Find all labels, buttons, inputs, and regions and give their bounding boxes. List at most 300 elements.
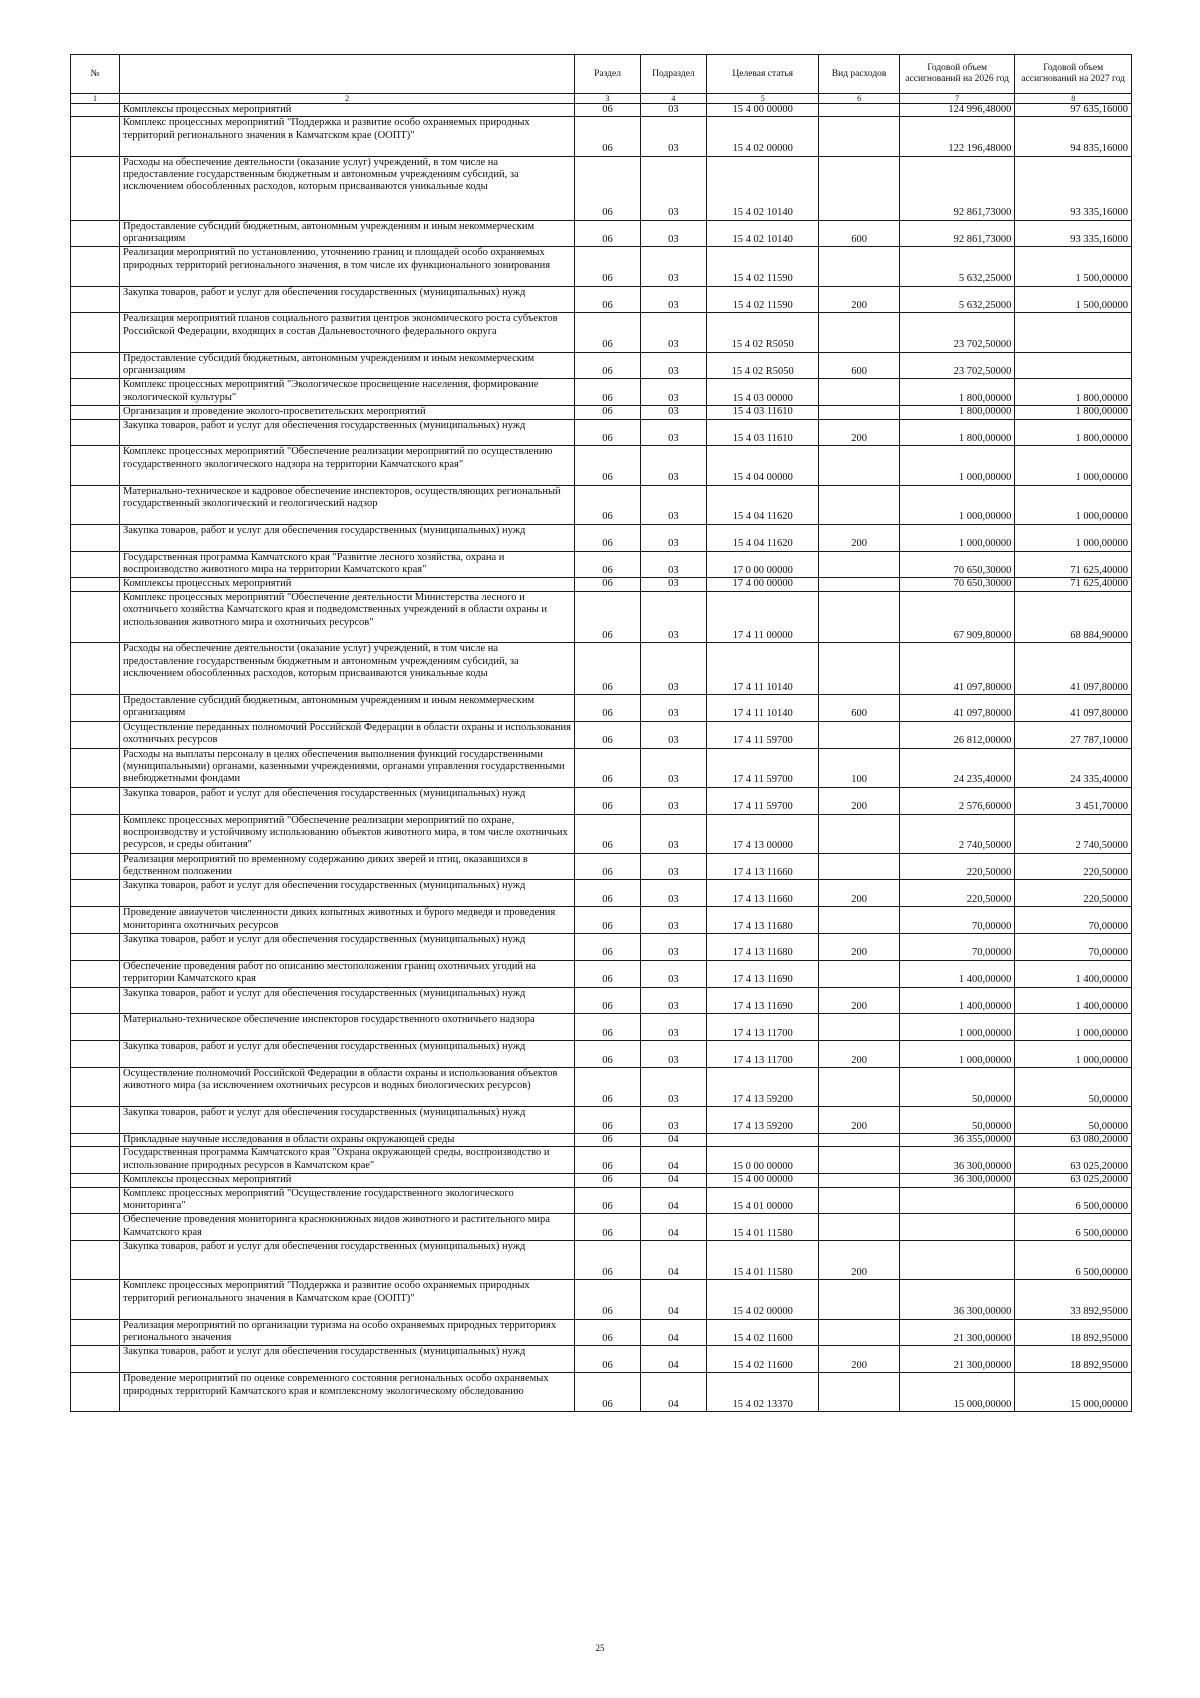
volume-2026-cell: 124 996,48000 xyxy=(899,104,1014,117)
table-row xyxy=(71,748,1132,787)
row-number-cell xyxy=(71,1373,120,1412)
header-volume-2027: Годовой объем ассигнований на 2027 год xyxy=(1015,55,1132,94)
expense-kind-cell: 200 xyxy=(819,419,900,446)
podrazdel-cell: 03 xyxy=(640,406,706,419)
row-number-cell xyxy=(71,1187,120,1214)
podrazdel-cell: 03 xyxy=(640,934,706,961)
target-article-cell: 17 4 13 59200 xyxy=(707,1068,819,1107)
table-row xyxy=(71,578,1132,591)
table-row xyxy=(71,446,1132,485)
razdel-cell: 06 xyxy=(575,1319,640,1346)
table-row xyxy=(71,643,1132,695)
expense-name-cell: Комплекс процессных мероприятий "Поддержка и развитие особо охраняемых природных территорий регионального значения в Камчатском крае (ООПТ)" xyxy=(120,1280,575,1319)
podrazdel-cell: 03 xyxy=(640,907,706,934)
table-row xyxy=(71,286,1132,313)
target-article-cell: 15 4 02 10140 xyxy=(707,156,819,220)
row-number-cell xyxy=(71,1319,120,1346)
razdel-cell: 06 xyxy=(575,1346,640,1373)
volume-2027-cell: 24 335,40000 xyxy=(1015,748,1132,787)
razdel-cell: 06 xyxy=(575,987,640,1014)
expense-name-cell: Комплексы процессных мероприятий xyxy=(120,578,575,591)
table-row xyxy=(71,406,1132,419)
volume-2027-cell: 18 892,95000 xyxy=(1015,1319,1132,1346)
volume-2027-cell: 1 400,00000 xyxy=(1015,987,1132,1014)
expense-name-cell: Расходы на обеспечение деятельности (оказание услуг) учреждений, в том числе на предоставление государственным бюджетным и автономным учреждениям субсидий, за исключением обособленных расходов, которым присваиваются уникальные коды xyxy=(120,156,575,220)
volume-2026-cell: 1 800,00000 xyxy=(899,406,1014,419)
expense-kind-cell xyxy=(819,853,900,880)
podrazdel-cell: 03 xyxy=(640,104,706,117)
volume-2027-cell: 41 097,80000 xyxy=(1015,694,1132,721)
row-number-cell xyxy=(71,1014,120,1041)
budget-table xyxy=(70,54,1132,1412)
podrazdel-cell: 03 xyxy=(640,721,706,748)
razdel-cell: 06 xyxy=(575,787,640,814)
razdel-cell: 06 xyxy=(575,104,640,117)
razdel-cell: 06 xyxy=(575,934,640,961)
razdel-cell: 06 xyxy=(575,1041,640,1068)
volume-2026-cell: 41 097,80000 xyxy=(899,643,1014,695)
volume-2027-cell: 63 025,20000 xyxy=(1015,1174,1132,1187)
razdel-cell: 06 xyxy=(575,156,640,220)
podrazdel-cell: 03 xyxy=(640,352,706,379)
razdel-cell: 06 xyxy=(575,853,640,880)
row-number-cell xyxy=(71,220,120,247)
expense-name-cell: Закупка товаров, работ и услуг для обеспечения государственных (муниципальных) нужд xyxy=(120,1041,575,1068)
volume-2027-cell: 1 800,00000 xyxy=(1015,379,1132,406)
column-number: 5 xyxy=(707,94,819,104)
podrazdel-cell: 03 xyxy=(640,117,706,156)
volume-2026-cell: 21 300,00000 xyxy=(899,1319,1014,1346)
expense-kind-cell: 200 xyxy=(819,286,900,313)
volume-2027-cell: 70,00000 xyxy=(1015,907,1132,934)
table-row xyxy=(71,591,1132,643)
column-number: 1 xyxy=(71,94,120,104)
volume-2027-cell: 1 000,00000 xyxy=(1015,1041,1132,1068)
expense-name-cell: Материально-техническое обеспечение инспекторов государственного охотничьего надзора xyxy=(120,1014,575,1041)
target-article-cell: 17 4 13 59200 xyxy=(707,1107,819,1134)
expense-kind-cell xyxy=(819,1147,900,1174)
razdel-cell: 06 xyxy=(575,1134,640,1147)
volume-2027-cell: 50,00000 xyxy=(1015,1068,1132,1107)
volume-2026-cell: 92 861,73000 xyxy=(899,156,1014,220)
table-row xyxy=(71,853,1132,880)
volume-2027-cell: 27 787,10000 xyxy=(1015,721,1132,748)
row-number-cell xyxy=(71,1107,120,1134)
volume-2027-cell: 1 500,00000 xyxy=(1015,286,1132,313)
razdel-cell: 06 xyxy=(575,1241,640,1280)
table-row xyxy=(71,220,1132,247)
target-article-cell: 17 4 13 00000 xyxy=(707,814,819,853)
razdel-cell: 06 xyxy=(575,721,640,748)
budget-table-sheet xyxy=(70,54,1132,1412)
row-number-cell xyxy=(71,1068,120,1107)
column-number: 2 xyxy=(120,94,575,104)
volume-2027-cell: 97 635,16000 xyxy=(1015,104,1132,117)
volume-2026-cell: 1 800,00000 xyxy=(899,419,1014,446)
volume-2026-cell: 2 740,50000 xyxy=(899,814,1014,853)
expense-name-cell: Расходы на выплаты персоналу в целях обеспечения выполнения функций государственными (муниципальными) органами, казенными учреждениями, органами управления государственными внебюджетными фондами xyxy=(120,748,575,787)
volume-2026-cell: 23 702,50000 xyxy=(899,313,1014,352)
table-row xyxy=(71,1280,1132,1319)
volume-2027-cell: 6 500,00000 xyxy=(1015,1214,1132,1241)
row-number-cell xyxy=(71,1041,120,1068)
row-number-cell xyxy=(71,379,120,406)
table-row xyxy=(71,117,1132,156)
table-row xyxy=(71,379,1132,406)
expense-kind-cell xyxy=(819,960,900,987)
razdel-cell: 06 xyxy=(575,1147,640,1174)
table-header-row xyxy=(71,55,1132,94)
volume-2026-cell: 70 650,30000 xyxy=(899,551,1014,578)
expense-kind-cell xyxy=(819,721,900,748)
target-article-cell: 15 4 02 R5050 xyxy=(707,313,819,352)
target-article-cell: 15 4 04 11620 xyxy=(707,524,819,551)
expense-name-cell: Комплекс процессных мероприятий "Поддержка и развитие особо охраняемых природных территорий регионального значения в Камчатском крае (ООПТ)" xyxy=(120,117,575,156)
expense-name-cell: Проведение авиаучетов численности диких копытных животных и бурого медведя и проведения мониторинга охотничьих ресурсов xyxy=(120,907,575,934)
table-row xyxy=(71,1041,1132,1068)
page-number: 25 xyxy=(595,1643,605,1653)
target-article-cell: 17 4 13 11690 xyxy=(707,960,819,987)
podrazdel-cell: 03 xyxy=(640,1041,706,1068)
podrazdel-cell: 04 xyxy=(640,1147,706,1174)
volume-2027-cell: 70,00000 xyxy=(1015,934,1132,961)
table-row xyxy=(71,313,1132,352)
expense-name-cell: Осуществление полномочий Российской Федерации в области охраны и использования объектов животного мира (за исключением охотничьих ресурсов и водных биологических ресурсов) xyxy=(120,1068,575,1107)
table-row xyxy=(71,1373,1132,1412)
target-article-cell: 17 0 00 00000 xyxy=(707,551,819,578)
target-article-cell: 17 4 13 11660 xyxy=(707,880,819,907)
expense-kind-cell xyxy=(819,379,900,406)
podrazdel-cell: 03 xyxy=(640,446,706,485)
row-number-cell xyxy=(71,117,120,156)
volume-2027-cell: 41 097,80000 xyxy=(1015,643,1132,695)
table-row xyxy=(71,551,1132,578)
razdel-cell: 06 xyxy=(575,1068,640,1107)
razdel-cell: 06 xyxy=(575,1107,640,1134)
podrazdel-cell: 03 xyxy=(640,379,706,406)
row-number-cell xyxy=(71,1280,120,1319)
razdel-cell: 06 xyxy=(575,446,640,485)
expense-name-cell: Реализация мероприятий по организации туризма на особо охраняемых природных территориях регионального значения xyxy=(120,1319,575,1346)
target-article-cell: 17 4 13 11690 xyxy=(707,987,819,1014)
row-number-cell xyxy=(71,156,120,220)
row-number-cell xyxy=(71,643,120,695)
expense-kind-cell xyxy=(819,578,900,591)
volume-2027-cell: 3 451,70000 xyxy=(1015,787,1132,814)
podrazdel-cell: 03 xyxy=(640,748,706,787)
razdel-cell: 06 xyxy=(575,880,640,907)
expense-name-cell: Закупка товаров, работ и услуг для обеспечения государственных (муниципальных) нужд xyxy=(120,1107,575,1134)
podrazdel-cell: 04 xyxy=(640,1280,706,1319)
header-razdel: Раздел xyxy=(575,55,640,94)
razdel-cell: 06 xyxy=(575,748,640,787)
expense-kind-cell xyxy=(819,156,900,220)
expense-kind-cell xyxy=(819,814,900,853)
column-number: 6 xyxy=(819,94,900,104)
expense-kind-cell xyxy=(819,117,900,156)
row-number-cell xyxy=(71,748,120,787)
volume-2026-cell: 1 000,00000 xyxy=(899,446,1014,485)
target-article-cell xyxy=(707,1134,819,1147)
expense-name-cell: Государственная программа Камчатского края "Развитие лесного хозяйства, охрана и воспроизводство животного мира на территории Камчатского края" xyxy=(120,551,575,578)
expense-kind-cell xyxy=(819,1214,900,1241)
razdel-cell: 06 xyxy=(575,1373,640,1412)
table-row xyxy=(71,880,1132,907)
volume-2027-cell: 1 000,00000 xyxy=(1015,1014,1132,1041)
target-article-cell: 15 4 02 11590 xyxy=(707,286,819,313)
expense-name-cell: Реализация мероприятий по установлению, уточнению границ и площадей особо охраняемых природных территорий регионального значения, в том числе их функционального зонирования xyxy=(120,247,575,286)
volume-2026-cell xyxy=(899,1187,1014,1214)
razdel-cell: 06 xyxy=(575,694,640,721)
table-row xyxy=(71,156,1132,220)
target-article-cell: 17 4 13 11680 xyxy=(707,934,819,961)
podrazdel-cell: 04 xyxy=(640,1214,706,1241)
expense-kind-cell xyxy=(819,104,900,117)
target-article-cell: 17 4 11 59700 xyxy=(707,721,819,748)
volume-2026-cell: 36 300,00000 xyxy=(899,1147,1014,1174)
volume-2027-cell: 18 892,95000 xyxy=(1015,1346,1132,1373)
podrazdel-cell: 03 xyxy=(640,286,706,313)
column-number: 7 xyxy=(899,94,1014,104)
row-number-cell xyxy=(71,247,120,286)
target-article-cell: 15 4 02 11590 xyxy=(707,247,819,286)
volume-2026-cell: 36 355,00000 xyxy=(899,1134,1014,1147)
target-article-cell: 15 4 02 11600 xyxy=(707,1319,819,1346)
table-row xyxy=(71,352,1132,379)
expense-name-cell: Закупка товаров, работ и услуг для обеспечения государственных (муниципальных) нужд xyxy=(120,1241,575,1280)
table-row xyxy=(71,934,1132,961)
podrazdel-cell: 04 xyxy=(640,1174,706,1187)
target-article-cell: 17 4 11 00000 xyxy=(707,591,819,643)
volume-2026-cell: 50,00000 xyxy=(899,1107,1014,1134)
target-article-cell: 15 4 03 11610 xyxy=(707,419,819,446)
podrazdel-cell: 03 xyxy=(640,960,706,987)
target-article-cell: 15 4 02 11600 xyxy=(707,1346,819,1373)
row-number-cell xyxy=(71,578,120,591)
volume-2027-cell xyxy=(1015,352,1132,379)
volume-2026-cell: 1 000,00000 xyxy=(899,1014,1014,1041)
volume-2027-cell: 15 000,00000 xyxy=(1015,1373,1132,1412)
header-expense-kind: Вид расходов xyxy=(819,55,900,94)
target-article-cell: 17 4 13 11660 xyxy=(707,853,819,880)
target-article-cell: 17 4 11 59700 xyxy=(707,748,819,787)
table-row xyxy=(71,1319,1132,1346)
expense-name-cell: Обеспечение проведения работ по описанию местоположения границ охотничьих угодий на территории Камчатского края xyxy=(120,960,575,987)
podrazdel-cell: 03 xyxy=(640,814,706,853)
volume-2026-cell: 70,00000 xyxy=(899,907,1014,934)
expense-kind-cell: 200 xyxy=(819,1346,900,1373)
razdel-cell: 06 xyxy=(575,352,640,379)
podrazdel-cell: 03 xyxy=(640,156,706,220)
target-article-cell: 15 4 00 00000 xyxy=(707,1174,819,1187)
expense-name-cell: Предоставление субсидий бюджетным, автономным учреждениям и иным некоммерческим организациям xyxy=(120,220,575,247)
volume-2027-cell: 1 800,00000 xyxy=(1015,406,1132,419)
volume-2026-cell: 21 300,00000 xyxy=(899,1346,1014,1373)
expense-kind-cell xyxy=(819,1174,900,1187)
table-row xyxy=(71,1134,1132,1147)
table-row xyxy=(71,524,1132,551)
table-row xyxy=(71,419,1132,446)
podrazdel-cell: 03 xyxy=(640,419,706,446)
expense-name-cell: Осуществление переданных полномочий Российской Федерации в области охраны и использования охотничьих ресурсов xyxy=(120,721,575,748)
volume-2026-cell: 2 576,60000 xyxy=(899,787,1014,814)
column-number: 8 xyxy=(1015,94,1132,104)
volume-2027-cell: 220,50000 xyxy=(1015,880,1132,907)
expense-name-cell: Закупка товаров, работ и услуг для обеспечения государственных (муниципальных) нужд xyxy=(120,419,575,446)
target-article-cell: 15 4 00 00000 xyxy=(707,104,819,117)
target-article-cell: 15 4 02 00000 xyxy=(707,1280,819,1319)
razdel-cell: 06 xyxy=(575,551,640,578)
volume-2026-cell: 24 235,40000 xyxy=(899,748,1014,787)
expense-name-cell: Комплекс процессных мероприятий "Обеспечение деятельности Министерства лесного и охотничьего хозяйства Камчатского края и подведомственных учреждений в области охраны и использования животного мира и охотничьих ресурсов" xyxy=(120,591,575,643)
target-article-cell: 15 4 02 13370 xyxy=(707,1373,819,1412)
volume-2027-cell: 6 500,00000 xyxy=(1015,1241,1132,1280)
row-number-cell xyxy=(71,1214,120,1241)
expense-name-cell: Закупка товаров, работ и услуг для обеспечения государственных (муниципальных) нужд xyxy=(120,787,575,814)
column-number-row xyxy=(71,94,1132,104)
table-row xyxy=(71,104,1132,117)
expense-name-cell: Организация и проведение эколого-просветительских мероприятий xyxy=(120,406,575,419)
razdel-cell: 06 xyxy=(575,1280,640,1319)
razdel-cell: 06 xyxy=(575,960,640,987)
expense-name-cell: Материально-техническое и кадровое обеспечение инспекторов, осуществляющих региональный государственный экологический и геологический надзор xyxy=(120,485,575,524)
volume-2027-cell: 63 025,20000 xyxy=(1015,1147,1132,1174)
razdel-cell: 06 xyxy=(575,247,640,286)
expense-kind-cell xyxy=(819,907,900,934)
table-row xyxy=(71,1346,1132,1373)
podrazdel-cell: 03 xyxy=(640,247,706,286)
volume-2027-cell: 1 400,00000 xyxy=(1015,960,1132,987)
row-number-cell xyxy=(71,524,120,551)
header-podrazdel: Подраздел xyxy=(640,55,706,94)
volume-2027-cell: 94 835,16000 xyxy=(1015,117,1132,156)
expense-kind-cell: 100 xyxy=(819,748,900,787)
expense-name-cell: Комплексы процессных мероприятий xyxy=(120,1174,575,1187)
expense-name-cell: Закупка товаров, работ и услуг для обеспечения государственных (муниципальных) нужд xyxy=(120,524,575,551)
podrazdel-cell: 03 xyxy=(640,1068,706,1107)
podrazdel-cell: 04 xyxy=(640,1241,706,1280)
volume-2026-cell: 1 800,00000 xyxy=(899,379,1014,406)
row-number-cell xyxy=(71,286,120,313)
row-number-cell xyxy=(71,853,120,880)
expense-kind-cell xyxy=(819,1373,900,1412)
header-target-article: Целевая статья xyxy=(707,55,819,94)
expense-name-cell: Комплекс процессных мероприятий "Осуществление государственного экологического мониторинга" xyxy=(120,1187,575,1214)
podrazdel-cell: 03 xyxy=(640,551,706,578)
table-row xyxy=(71,694,1132,721)
volume-2027-cell: 71 625,40000 xyxy=(1015,551,1132,578)
expense-kind-cell: 200 xyxy=(819,934,900,961)
razdel-cell: 06 xyxy=(575,907,640,934)
row-number-cell xyxy=(71,406,120,419)
expense-kind-cell xyxy=(819,446,900,485)
volume-2026-cell: 5 632,25000 xyxy=(899,286,1014,313)
expense-name-cell: Государственная программа Камчатского края "Охрана окружающей среды, воспроизводство и использование природных ресурсов в Камчатском крае" xyxy=(120,1147,575,1174)
expense-kind-cell: 200 xyxy=(819,987,900,1014)
target-article-cell: 15 4 01 11580 xyxy=(707,1214,819,1241)
expense-name-cell: Закупка товаров, работ и услуг для обеспечения государственных (муниципальных) нужд xyxy=(120,1346,575,1373)
volume-2026-cell: 92 861,73000 xyxy=(899,220,1014,247)
volume-2026-cell: 220,50000 xyxy=(899,853,1014,880)
podrazdel-cell: 03 xyxy=(640,220,706,247)
row-number-cell xyxy=(71,419,120,446)
volume-2026-cell: 1 000,00000 xyxy=(899,524,1014,551)
podrazdel-cell: 03 xyxy=(640,880,706,907)
target-article-cell: 15 4 02 R5050 xyxy=(707,352,819,379)
expense-kind-cell: 200 xyxy=(819,787,900,814)
podrazdel-cell: 03 xyxy=(640,485,706,524)
expense-name-cell: Закупка товаров, работ и услуг для обеспечения государственных (муниципальных) нужд xyxy=(120,987,575,1014)
expense-kind-cell xyxy=(819,643,900,695)
table-row xyxy=(71,1214,1132,1241)
volume-2026-cell: 23 702,50000 xyxy=(899,352,1014,379)
target-article-cell: 15 4 01 11580 xyxy=(707,1241,819,1280)
razdel-cell: 06 xyxy=(575,1214,640,1241)
volume-2027-cell: 63 080,20000 xyxy=(1015,1134,1132,1147)
razdel-cell: 06 xyxy=(575,1174,640,1187)
razdel-cell: 06 xyxy=(575,485,640,524)
row-number-cell xyxy=(71,591,120,643)
row-number-cell xyxy=(71,721,120,748)
expense-name-cell: Обеспечение проведения мониторинга краснокнижных видов животного и растительного мира Камчатского края xyxy=(120,1214,575,1241)
row-number-cell xyxy=(71,104,120,117)
expense-kind-cell xyxy=(819,247,900,286)
volume-2026-cell xyxy=(899,1214,1014,1241)
table-row xyxy=(71,721,1132,748)
podrazdel-cell: 03 xyxy=(640,591,706,643)
target-article-cell: 17 4 13 11680 xyxy=(707,907,819,934)
podrazdel-cell: 03 xyxy=(640,578,706,591)
expense-kind-cell: 200 xyxy=(819,524,900,551)
target-article-cell: 17 4 11 59700 xyxy=(707,787,819,814)
razdel-cell: 06 xyxy=(575,406,640,419)
volume-2026-cell: 15 000,00000 xyxy=(899,1373,1014,1412)
expense-name-cell: Комплекс процессных мероприятий "Экологическое просвещение населения, формирование экологической культуры" xyxy=(120,379,575,406)
volume-2027-cell: 71 625,40000 xyxy=(1015,578,1132,591)
volume-2026-cell: 41 097,80000 xyxy=(899,694,1014,721)
volume-2026-cell: 220,50000 xyxy=(899,880,1014,907)
row-number-cell xyxy=(71,787,120,814)
table-row xyxy=(71,960,1132,987)
table-row xyxy=(71,814,1132,853)
expense-name-cell: Реализация мероприятий планов социального развития центров экономического роста субъектов Российской Федерации, входящих в состав Дальневосточного федерального округа xyxy=(120,313,575,352)
target-article-cell: 15 4 04 00000 xyxy=(707,446,819,485)
target-article-cell: 17 4 13 11700 xyxy=(707,1041,819,1068)
target-article-cell: 15 4 03 11610 xyxy=(707,406,819,419)
expense-kind-cell: 600 xyxy=(819,220,900,247)
razdel-cell: 06 xyxy=(575,419,640,446)
row-number-cell xyxy=(71,1174,120,1187)
podrazdel-cell: 03 xyxy=(640,787,706,814)
expense-name-cell: Расходы на обеспечение деятельности (оказание услуг) учреждений, в том числе на предоставление государственным бюджетным и автономным учреждениям субсидий, за исключением обособленных расходов, которым присваиваются уникальные коды xyxy=(120,643,575,695)
table-row xyxy=(71,247,1132,286)
table-row xyxy=(71,1187,1132,1214)
table-row xyxy=(71,1174,1132,1187)
volume-2026-cell: 67 909,80000 xyxy=(899,591,1014,643)
row-number-cell xyxy=(71,814,120,853)
target-article-cell: 17 4 13 11700 xyxy=(707,1014,819,1041)
razdel-cell: 06 xyxy=(575,643,640,695)
volume-2027-cell: 6 500,00000 xyxy=(1015,1187,1132,1214)
volume-2027-cell: 220,50000 xyxy=(1015,853,1132,880)
expense-name-cell: Проведение мероприятий по оценке современного состояния региональных особо охраняемых природных территорий Камчатского края и комплексному экологическому обследованию xyxy=(120,1373,575,1412)
podrazdel-cell: 04 xyxy=(640,1346,706,1373)
volume-2026-cell: 70,00000 xyxy=(899,934,1014,961)
table-row xyxy=(71,1014,1132,1041)
expense-kind-cell: 200 xyxy=(819,1241,900,1280)
row-number-cell xyxy=(71,551,120,578)
column-number: 3 xyxy=(575,94,640,104)
